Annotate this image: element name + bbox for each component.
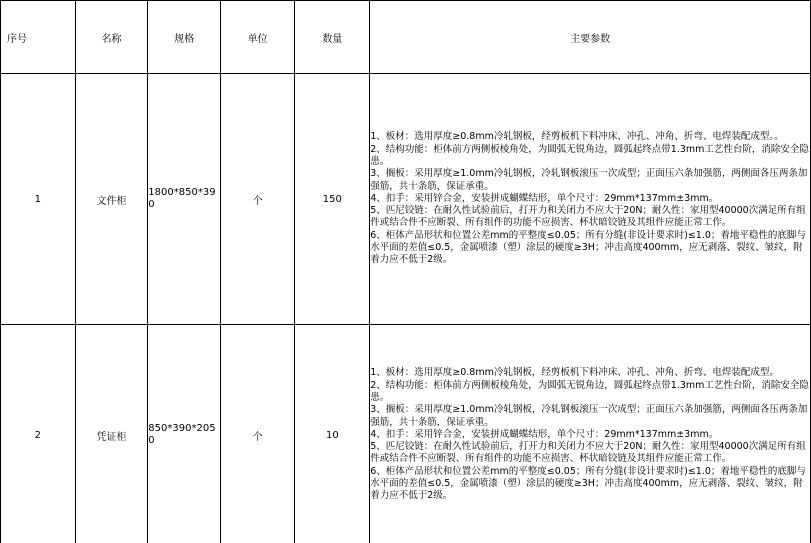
cell-unit[interactable]: 个 [220,325,295,543]
cell-seq[interactable]: 2 [1,325,76,543]
cell-seq[interactable]: 1 [1,74,76,325]
cell-params[interactable]: 1、板材：选用厚度≥0.8mm冷轧钢板，经剪板机下料冲床、冲孔、冲角、折弯、电焊装配成型。。 2、结构功能：柜体前方两侧板棱角处，为圆弧无锐角边，圆弧起终点带1.3mm工艺性台阶，消除安全隐患。 3、搁板：采用厚度≥1.0mm冷轧钢板，冷轧钢板滚压一次成型；正面压六条加强筋，两侧面各压两条加强筋，共十条筋，保证承重。 4、扣手：采用锌合金，安装拼成蝴蝶结形，单个尺寸：29mm*137mm±3mm。 5、匹尼铰链：在耐久性试验前后，打开力和关闭力不应大于20N；耐久性：家用型40000次满足所有组件或结合件不应断裂、所有组件的功能不应损害、杯状暗铰链及其组件应能正常工作。 6、柜体产品形状和位置公差mm的平整度≤0.05；所有分缝(非设计要求时)≤1.0；着地平稳性的底脚与水平面的差值≤0.5，金属喷漆（塑）涂层的硬度≥3H；冲击高度400mm，应无剥落、裂纹、皱纹，附着力应不低于2级。 [370,74,811,325]
cell-qty[interactable]: 150 [295,74,370,325]
header-spec[interactable]: 规格 [148,1,221,74]
table-row [1,325,811,543]
cell-spec[interactable]: 1800*850*390 [148,74,221,325]
cell-params[interactable]: 1、板材：选用厚度≥0.8mm冷轧钢板，经剪板机下料冲床、冲孔、冲角、折弯、电焊装配成型。 2、结构功能：柜体前方两侧板棱角处，为圆弧无锐角边，圆弧起终点带1.3mm工艺性台阶，消除安全隐患。 3、搁板：采用厚度≥1.0mm冷轧钢板，冷轧钢板滚压一次成型；正面压六条加强筋，两侧面各压两条加强筋，共十条筋，保证承重。 4、扣手：采用锌合金，安装拼成蝴蝶结形，单个尺寸：29mm*137mm±3mm。 5、匹尼铰链：在耐久性试验前后，打开力和关闭力不应大于20N；耐久性：家用型40000次满足所有组件或结合件不应断裂、所有组件的功能不应损害、杯状暗铰链及其组件应能正常工作。 6、柜体产品形状和位置公差mm的平整度≤0.05；所有分缝(非设计要求时)≤1.0；着地平稳性的底脚与水平面的差值≤0.5，金属喷漆（塑）涂层的硬度≥3H；冲击高度400mm，应无剥落、裂纹、皱纹，附着力应不低于2级。 [370,325,811,543]
table-row [1,74,811,325]
cell-name[interactable]: 凭证柜 [75,325,148,543]
header-qty[interactable]: 数量 [295,1,370,74]
header-params[interactable]: 主要参数 [370,1,811,74]
header-seq[interactable]: 序号 [1,1,76,74]
header-name[interactable]: 名称 [75,1,148,74]
cell-name[interactable]: 文件柜 [75,74,148,325]
cell-qty[interactable]: 10 [295,325,370,543]
cell-spec[interactable]: 850*390*2050 [148,325,221,543]
header-row [1,1,811,74]
cell-unit[interactable]: 个 [220,74,295,325]
header-unit[interactable]: 单位 [220,1,295,74]
